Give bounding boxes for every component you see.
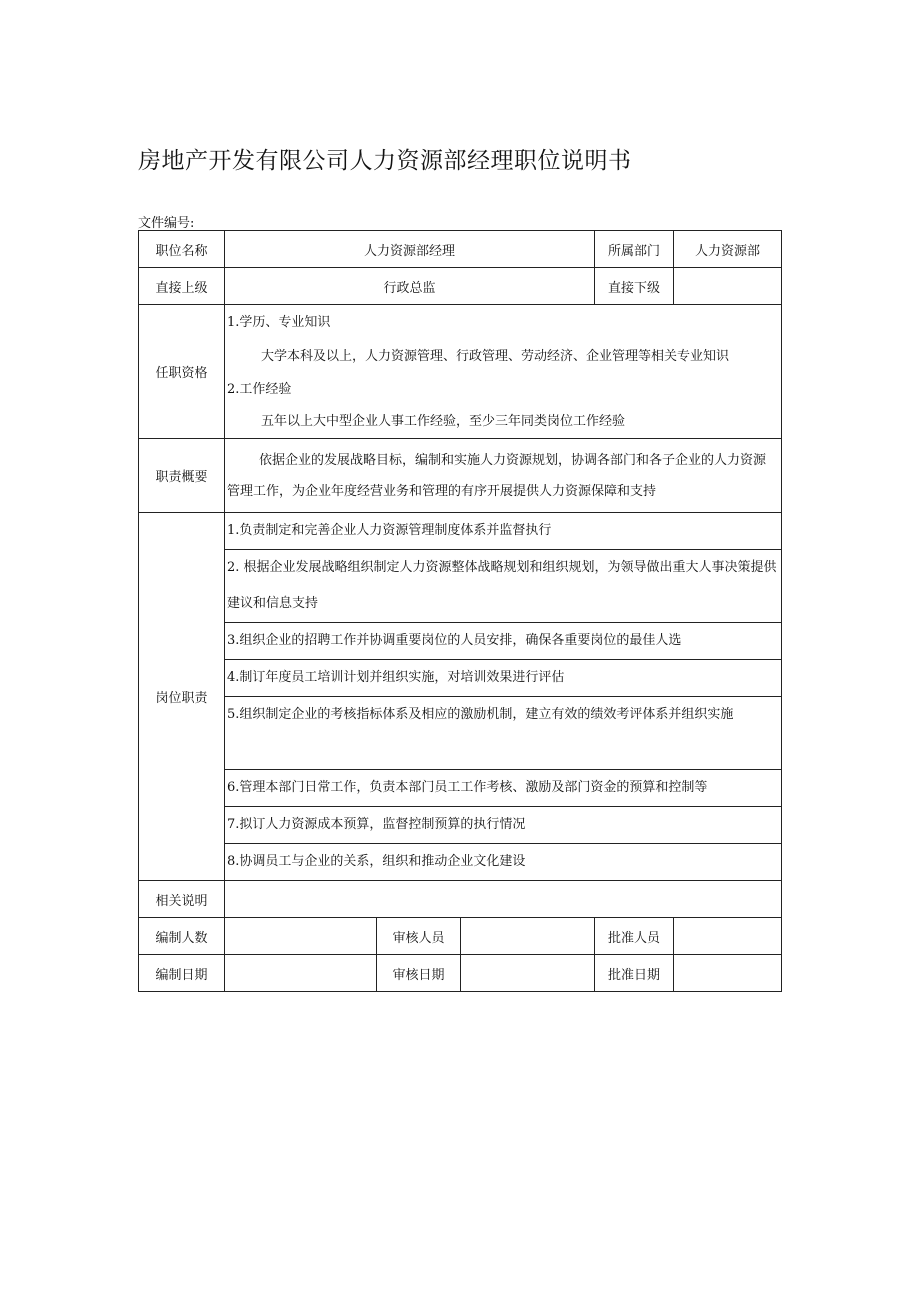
reviewed-by-label: 审核人员 [377, 918, 461, 955]
table-row [139, 439, 782, 513]
duty-item: 3.组织企业的招聘工作并协调重要岗位的人员安排，确保各重要岗位的最佳人选 [225, 623, 781, 660]
summary-text: 依据企业的发展战略目标，编制和实施人力资源规划，协调各部门和各子企业的人力资源管理工作，为企业年度经营业务和管理的有序开展提供人力资源保障和支持 [227, 452, 767, 499]
document-title: 房地产开发有限公司人力资源部经理职位说明书 [138, 148, 632, 174]
reviewed-date-value [461, 955, 595, 992]
duty-item: 2. 根据企业发展战略组织制定人力资源整体战略规划和组织规划，为领导做出重大人事决策提供建议和信息支持 [225, 550, 781, 623]
department-value: 人力资源部 [674, 231, 782, 268]
prepared-by-value [225, 918, 377, 955]
experience-heading: 2.工作经验 [227, 381, 292, 397]
duty-item: 6.管理本部门日常工作，负责本部门员工工作考核、激励及部门资金的预算和控制等 [225, 770, 781, 807]
duties-label: 岗位职责 [139, 513, 225, 881]
prepared-date-label: 编制日期 [139, 955, 225, 992]
duty-item: 1.负责制定和完善企业人力资源管理制度体系并监督执行 [225, 513, 781, 550]
reviewed-date-label: 审核日期 [377, 955, 461, 992]
summary-label: 职责概要 [139, 439, 225, 513]
approved-by-value [674, 918, 782, 955]
summary-content [225, 439, 782, 513]
direct-superior-value: 行政总监 [225, 268, 595, 305]
department-label: 所属部门 [595, 231, 674, 268]
direct-subordinate-value [674, 268, 782, 305]
table-row [139, 955, 782, 992]
qualifications-content [225, 305, 782, 439]
duty-item: 5.组织制定企业的考核指标体系及相应的激励机制，建立有效的绩效考评体系并组织实施 [225, 697, 781, 770]
position-name-label: 职位名称 [139, 231, 225, 268]
table-row [139, 305, 782, 439]
direct-superior-label: 直接上级 [139, 268, 225, 305]
qualifications-label: 任职资格 [139, 305, 225, 439]
position-name-value: 人力资源部经理 [225, 231, 595, 268]
notes-value [225, 881, 782, 918]
table-row [139, 231, 782, 268]
table-row [139, 268, 782, 305]
education-text: 大学本科及以上，人力资源管理、行政管理、劳动经济、企业管理等相关专业知识 [261, 348, 730, 364]
experience-text: 五年以上大中型企业人事工作经验，至少三年同类岗位工作经验 [261, 413, 626, 429]
reviewed-by-value [461, 918, 595, 955]
duty-item: 4.制订年度员工培训计划并组织实施，对培训效果进行评估 [225, 660, 781, 697]
table-row [139, 881, 782, 918]
duties-content [225, 513, 782, 881]
notes-label: 相关说明 [139, 881, 225, 918]
document-number-label: 文件编号: [138, 216, 195, 231]
duty-item: 7.拟订人力资源成本预算，监督控制预算的执行情况 [225, 807, 781, 844]
approved-date-label: 批准日期 [595, 955, 674, 992]
approved-by-label: 批准人员 [595, 918, 674, 955]
table-row [139, 918, 782, 955]
prepared-date-value [225, 955, 377, 992]
direct-subordinate-label: 直接下级 [595, 268, 674, 305]
duty-item: 8.协调员工与企业的关系，组织和推动企业文化建设 [227, 854, 526, 869]
prepared-by-label: 编制人数 [139, 918, 225, 955]
table-row [139, 513, 782, 881]
approved-date-value [674, 955, 782, 992]
education-heading: 1.学历、专业知识 [227, 314, 331, 330]
job-description-table [138, 230, 782, 992]
